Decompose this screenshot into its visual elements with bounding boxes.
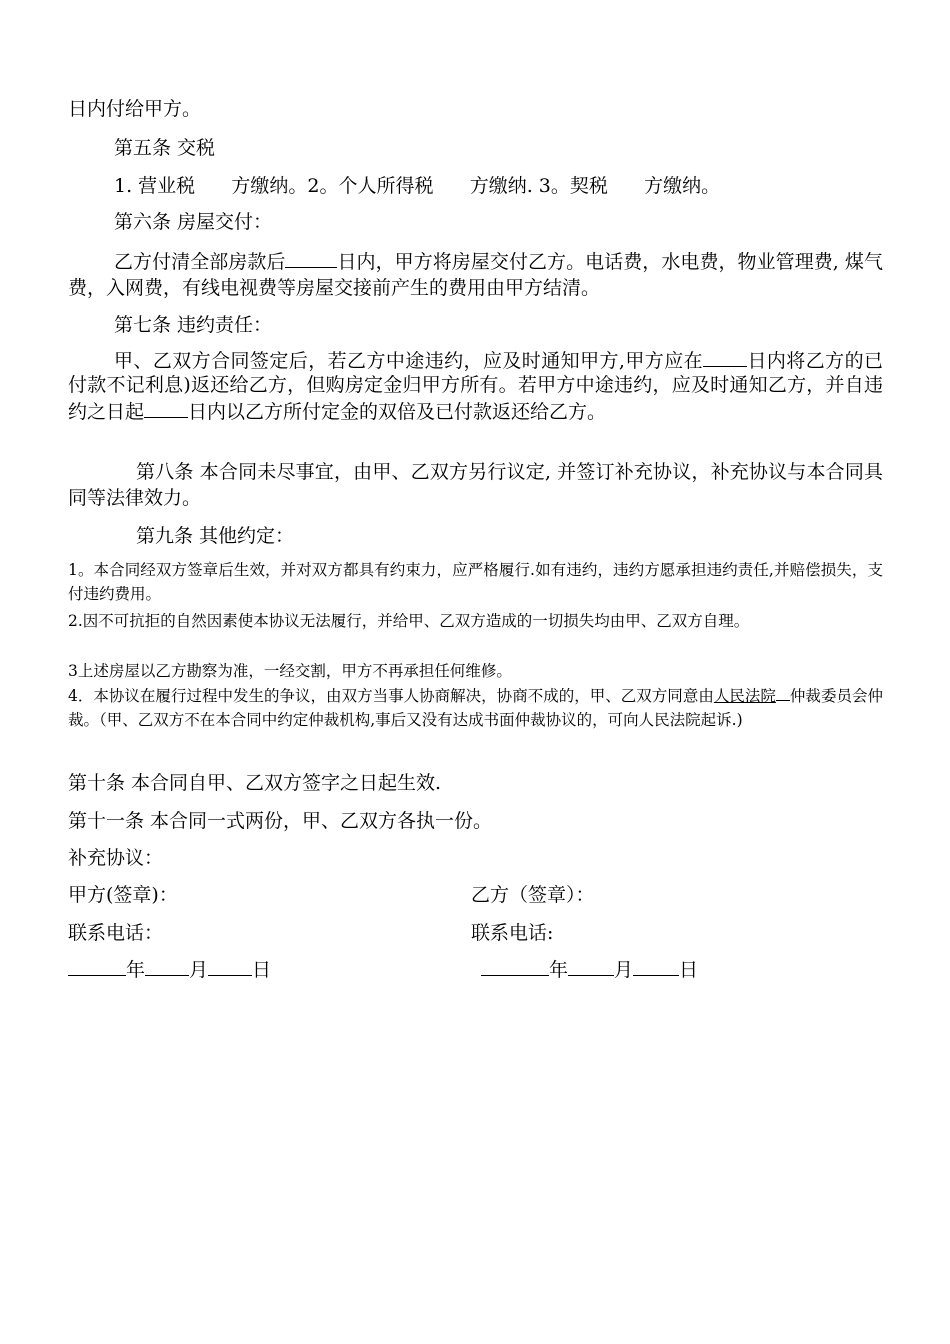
article-9-item-3: 3上述房屋以乙方勘察为准，一经交割，甲方不再承担任何维修。 [68, 662, 512, 680]
month-blank-a [145, 955, 189, 976]
article-9-item-2: 2.因不可抗拒的自然因素使本协议无法履行，并给甲、乙双方造成的一切损失均由甲、乙双方自理。 [68, 612, 750, 630]
date-row [68, 955, 883, 985]
article-10: 第十条 本合同自甲、乙双方签字之日起生效. [68, 772, 442, 794]
party-b-phone: 联系电话: [471, 922, 554, 944]
party-b-date [481, 955, 698, 985]
month-label-a: 月 [189, 959, 209, 981]
year-label-a: 年 [126, 959, 146, 981]
article-9-item-4-part-b: 仲裁委员会仲裁。（甲、乙双方不在本合同中约定仲裁机构,事后又没有达成书面仲裁协议的，可向人民法院起诉.) [68, 687, 883, 729]
month-blank-b [568, 955, 614, 976]
party-a-phone: 联系电话： [68, 922, 164, 944]
court-name: 人民法院 [713, 687, 776, 705]
day-blank-b [633, 955, 679, 976]
article-9-title: 第九条 其他约定： [136, 525, 295, 547]
article-7-body-part-b: 日内将乙方的已付款不记利息)返还给乙方，但购房定金归甲方所有。若甲方中途违约，应及时通知乙方，并自违约之日起 [68, 350, 883, 423]
day-blank-a [208, 955, 252, 976]
days-blank-1 [285, 247, 337, 268]
party-b-signature: 乙方（签章）： [471, 884, 595, 906]
signature-row [68, 880, 883, 910]
article-7-body-part-a: 甲、乙双方合同签定后，若乙方中途违约，应及时通知甲方,甲方应在 [114, 350, 704, 372]
days-blank-2 [703, 346, 747, 367]
article-9-item-4-part-a: 4．本协议在履行过程中发生的争议，由双方当事人协商解决，协商不成的，甲、乙双方同意由 [68, 687, 714, 705]
supplement-label: 补充协议： [68, 847, 164, 869]
days-blank-3 [144, 397, 188, 418]
month-label-b: 月 [614, 959, 634, 981]
party-a-signature: 甲方(签章)： [68, 884, 178, 906]
day-label-b: 日 [679, 959, 699, 981]
article-7-body [68, 346, 883, 424]
article-6-body-part-b: 日内，甲方将房屋交付乙方。电话费，水电费，物业管理费, 煤气费，入网费，有线电视费等房屋交接前产生的费用由甲方结清。 [68, 251, 883, 299]
article-7-title: 第七条 违约责任： [114, 314, 273, 336]
party-a-date [68, 959, 271, 981]
year-label-b: 年 [549, 959, 569, 981]
article-6-body [68, 247, 883, 301]
year-blank-a [68, 955, 126, 976]
article-11: 第十一条 本合同一式两份，甲、乙双方各执一份。 [68, 810, 493, 832]
article-5-title: 第五条 交税 [114, 137, 216, 159]
phone-row [68, 918, 883, 948]
court-blank [776, 684, 790, 701]
article-6-title: 第六条 房屋交付： [114, 211, 273, 233]
day-label-a: 日 [252, 959, 272, 981]
article-7-body-part-c: 日内以乙方所付定金的双倍及已付款返还给乙方。 [188, 401, 607, 423]
article-6-body-part-a: 乙方付清全部房款后 [114, 251, 286, 273]
text-line-continuation: 日内付给甲方。 [68, 98, 202, 120]
article-8: 第八条 本合同未尽事宜，由甲、乙双方另行议定, 并签订补充协议，补充协议与本合同具同等法律效力。 [68, 461, 883, 509]
article-9-item-1: 1。本合同经双方签章后生效，并对双方都具有约束力，应严格履行.如有违约，违约方愿承担违约责任,并赔偿损失，支付违约费用。 [68, 561, 883, 603]
article-9-item-4 [68, 684, 883, 732]
article-5-items: 1. 营业税 方缴纳。2。个人所得税 方缴纳. 3。契税 方缴纳。 [114, 175, 721, 197]
year-blank-b [481, 955, 549, 976]
